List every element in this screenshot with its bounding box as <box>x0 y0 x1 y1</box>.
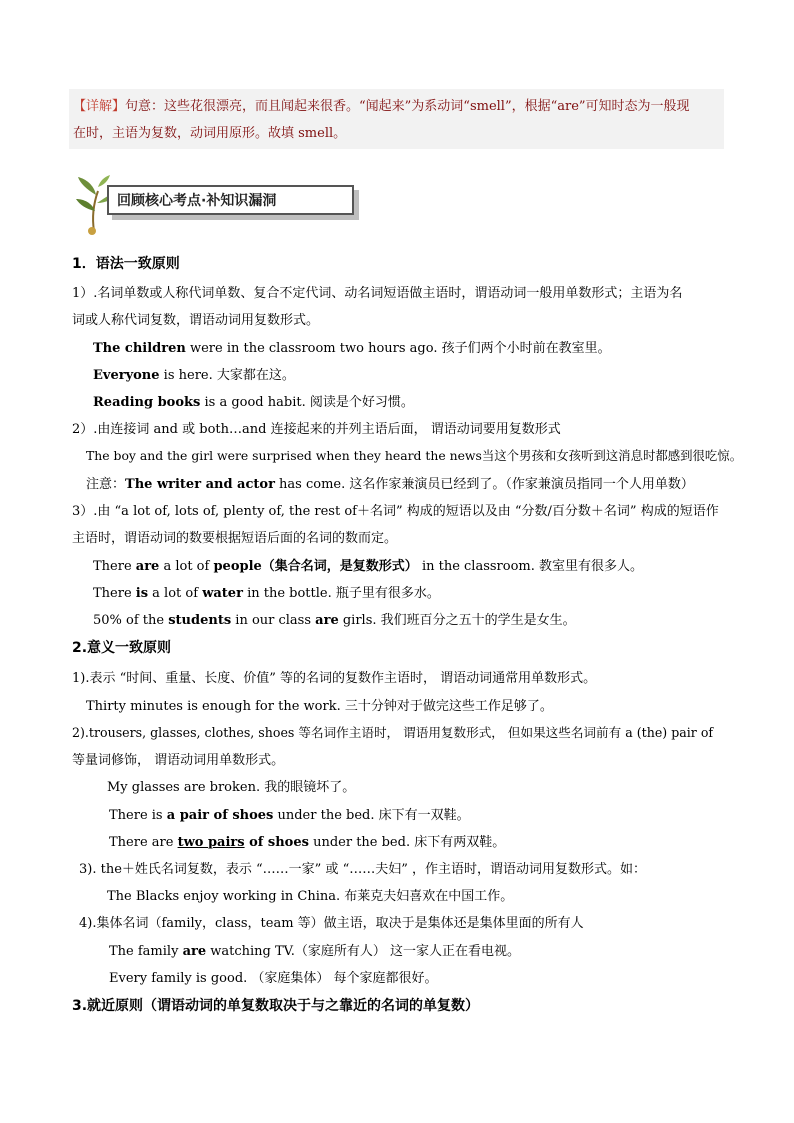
example-sentence: There is a lot of water in the bottle. 瓶子里有很多水。 <box>93 586 440 601</box>
section-banner <box>74 173 364 235</box>
rule-text-cont: 等量词修饰， 谓语动词用单数形式。 <box>72 753 285 768</box>
example-sentence: Reading books is a good habit. 阅读是个好习惯。 <box>93 395 414 410</box>
section-1-heading: 1．语法一致原则 <box>72 256 180 272</box>
rule-2-text: 2）.由连接词 and 或 both…and 连接起来的并列主语后面， 谓语动词要用复数形式 <box>72 422 561 437</box>
rule-text: 4).集体名词（family，class，team 等）做主语，取决于是集体还是集体里面的所有人 <box>79 916 584 931</box>
example-sentence: The Blacks enjoy working in China. 布莱克夫妇喜欢在中国工作。 <box>107 889 514 904</box>
example-sentence: There is a pair of shoes under the bed. 床下有一双鞋。 <box>109 808 470 823</box>
example-sentence: The children were in the classroom two hours ago. 孩子们两个小时前在教室里。 <box>93 341 611 356</box>
example-sentence: The family are watching TV.（家庭所有人） 这一家人正在看电视。 <box>109 944 521 959</box>
example-sentence: 50% of the students in our class are girls. 我们班百分之五十的学生是女生。 <box>93 613 576 628</box>
rule-1-text: 1）.名词单数或人称代词单数、复合不定代词、动名词短语做主语时，谓语动词一般用单数形式；主语为名 <box>72 286 683 301</box>
explanation-tag: 【详解】 <box>73 99 126 114</box>
explanation-line-1: 【详解】句意：这些花很漂亮，而且闻起来很香。“闻起来”为系动词“smell”，根据“are”可知时态为一般现 <box>73 99 690 114</box>
section-3-heading: 3.就近原则（谓语动词的单复数取决于与之靠近的名词的单复数） <box>72 998 480 1014</box>
rule-text: 3). the＋姓氏名词复数，表示 “……一家” 或 “……夫妇” ，作主语时，谓语动词用复数形式。如： <box>79 862 647 877</box>
note-text: 注意：The writer and actor has come. 这名作家兼演员已经到了。（作家兼演员指同一个人用单数） <box>86 477 694 492</box>
banner-title: 回顾核心考点·补知识漏洞 <box>107 185 354 215</box>
rule-3-text-cont: 主语时，谓语动词的数要根据短语后面的名词的数而定。 <box>72 531 398 546</box>
example-sentence: There are a lot of people（集合名词，是复数形式） in the classroom. 教室里有很多人。 <box>93 559 644 574</box>
example-sentence: Everyone is here. 大家都在这。 <box>93 368 295 383</box>
example-sentence: My glasses are broken. 我的眼镜坏了。 <box>107 780 356 795</box>
example-sentence: Every family is good. （家庭集体） 每个家庭都很好。 <box>109 971 438 986</box>
example-sentence: The boy and the girl were surprised when they heard the news当这个男孩和女孩听到这消息时都感到很吃惊。 <box>86 448 743 463</box>
example-sentence: Thirty minutes is enough for the work. 三十分钟对于做完这些工作足够了。 <box>86 699 553 714</box>
example-sentence: There are two pairs of shoes under the bed. 床下有两双鞋。 <box>109 835 506 850</box>
explanation-line-2: 在时，主语为复数，动词用原形。故填 smell。 <box>73 126 347 141</box>
rule-text: 2).trousers, glasses, clothes, shoes 等名词作主语时， 谓语用复数形式， 但如果这些名词前有 a (the) pair of <box>72 725 714 740</box>
section-2-heading: 2.意义一致原则 <box>72 640 172 656</box>
rule-1-text-cont: 词或人称代词复数，谓语动词用复数形式。 <box>72 313 320 328</box>
rule-text: 1).表示 “时间、重量、长度、价值” 等的名词的复数作主语时， 谓语动词通常用单数形式。 <box>72 671 597 686</box>
rule-3-text: 3）.由 “a lot of, lots of, plenty of, the rest of＋名词” 构成的短语以及由 “分数/百分数＋名词” 构成的短语作 <box>72 504 719 519</box>
explanation-box <box>69 89 724 149</box>
